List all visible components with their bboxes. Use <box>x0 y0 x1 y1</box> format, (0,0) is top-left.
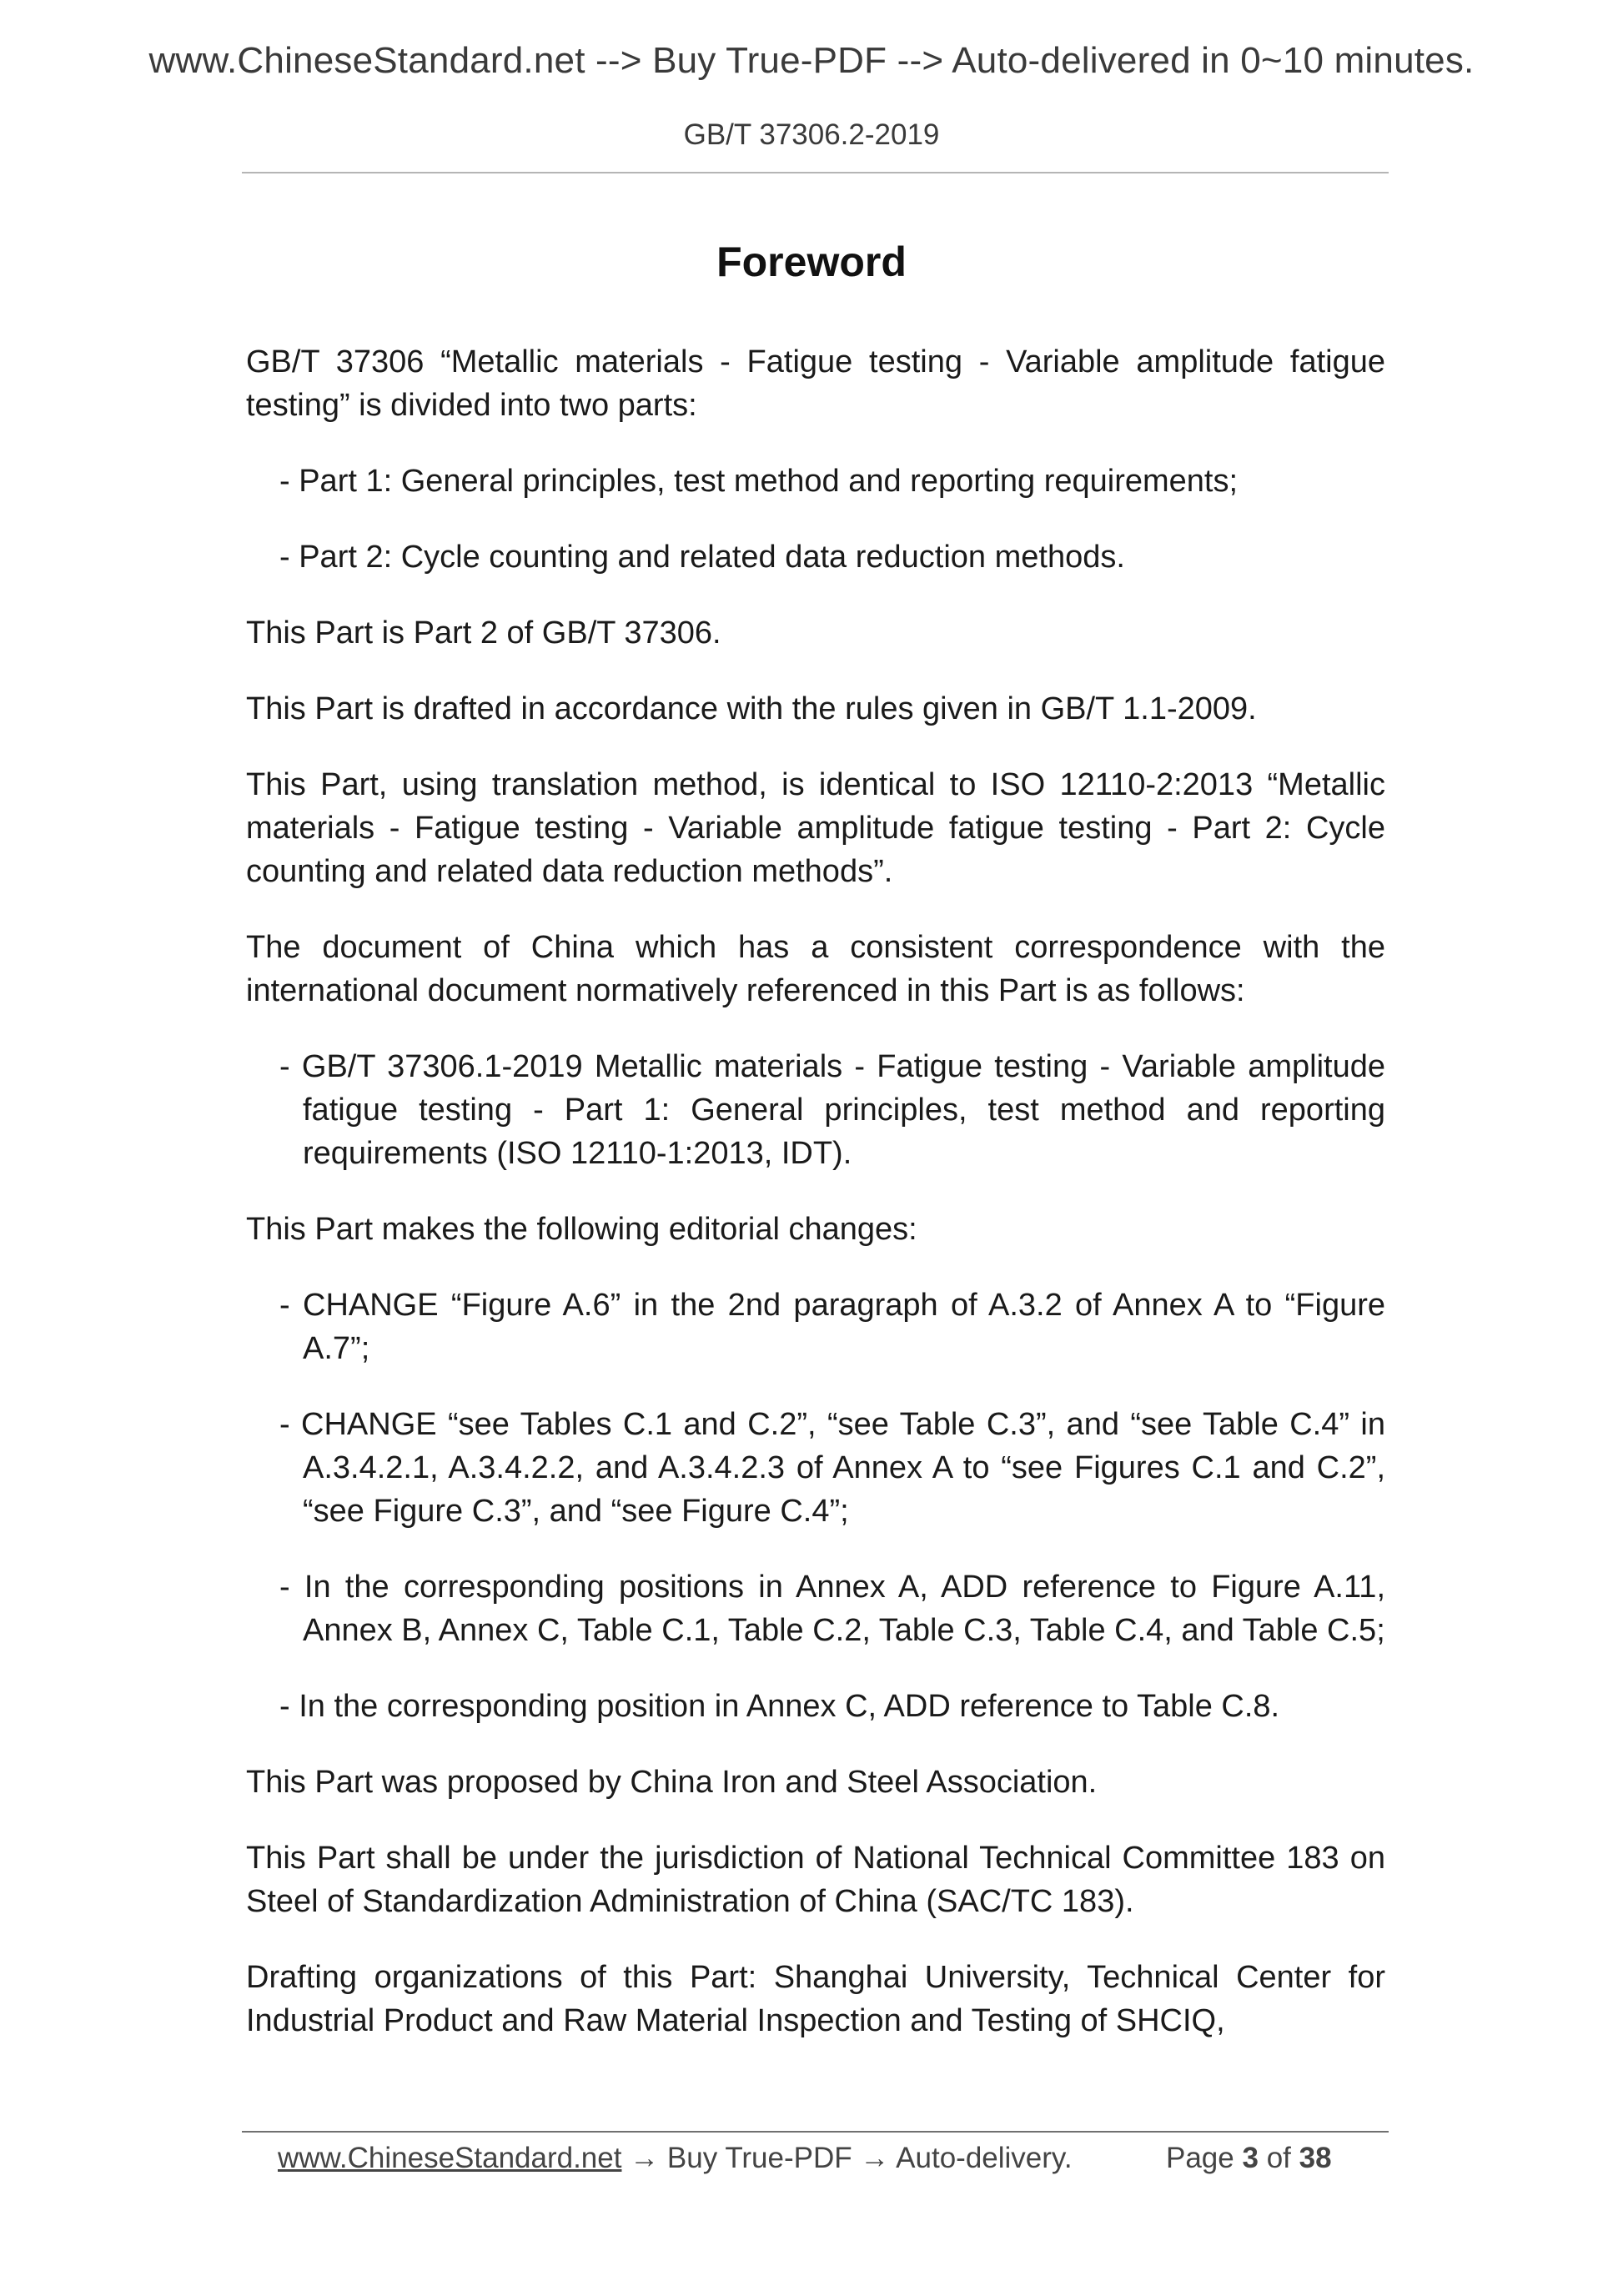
top-banner[interactable]: www.ChineseStandard.net --> Buy True-PDF --> Auto-delivered in 0~10 minutes. <box>148 40 1475 81</box>
list-item-part2: - Part 2: Cycle counting and related data reduction methods. <box>279 540 1125 575</box>
paragraph-editorial-changes: This Part makes the following editorial changes: <box>246 1212 917 1247</box>
header-divider <box>242 172 1389 173</box>
total-pages-number: 38 <box>1299 2142 1332 2174</box>
footer-divider <box>242 2131 1389 2133</box>
list-item-change-4: - In the corresponding position in Annex C, ADD reference to Table C.8. <box>279 1689 1280 1724</box>
paragraph-proposed-by: This Part was proposed by China Iron and Steel Association. <box>246 1765 1098 1800</box>
list-item-change-3: - In the corresponding positions in Annex A, ADD reference to Figure A.11, Annex B, Annex C, Table C.1, Table C.2, Table C.3, Table C.4, and Table C.5; <box>279 1570 1385 1648</box>
foreword-body <box>246 340 1385 2075</box>
list-item-change-1: - CHANGE “Figure A.6” in the 2nd paragraph of A.3.2 of Annex A to “Figure A.7”; <box>279 1288 1385 1366</box>
of-label: of <box>1266 2142 1291 2174</box>
paragraph-drafting-rules: This Part is drafted in accordance with the rules given in GB/T 1.1-2009. <box>246 691 1257 726</box>
footer-tagline: → Buy True-PDF → Auto-delivery. <box>621 2142 1073 2174</box>
list-item-part1: - Part 1: General principles, test method and reporting requirements; <box>279 464 1239 499</box>
paragraph-intro: GB/T 37306 “Metallic materials - Fatigue testing - Variable amplitude fatigue testing” is divided into two parts: <box>246 344 1385 423</box>
paragraph-part-identity: This Part is Part 2 of GB/T 37306. <box>246 615 721 651</box>
paragraph-identical-iso: This Part, using translation method, is identical to ISO 12110-2:2013 “Metallic materials - Fatigue testing - Variable amplitude fatigue testing - Part 2: Cycle counting and related data reduction methods”. <box>246 767 1385 889</box>
list-item-change-2: - CHANGE “see Tables C.1 and C.2”, “see Table C.3”, and “see Table C.4” in A.3.4.2.1, A.3.4.2.2, and A.3.4.2.3 of Annex A to “see Figures C.1 and C.2”, “see Figure C.3”, and “see Figure C.4”; <box>279 1407 1385 1529</box>
list-item-reference: - GB/T 37306.1-2019 Metallic materials - Fatigue testing - Variable amplitude fatigue testing - Part 1: General principles, test method and reporting requirements (ISO 12110-1:2013, IDT). <box>279 1049 1385 1171</box>
document-code-header: GB/T 37306.2-2019 <box>683 118 940 151</box>
page-label: Page <box>1166 2142 1234 2174</box>
page-indicator <box>1166 2142 1332 2175</box>
paragraph-drafting-organizations: Drafting organizations of this Part: Shanghai University, Technical Center for Industrial Product and Raw Material Inspection and Testing of SHCIQ, <box>246 1960 1385 2038</box>
page-title: Foreword <box>716 239 907 285</box>
page-footer <box>278 2142 1362 2175</box>
paragraph-correspondence: The document of China which has a consistent correspondence with the international document normatively referenced in this Part is as follows: <box>246 930 1385 1008</box>
footer-website-link[interactable]: www.ChineseStandard.net <box>278 2142 622 2174</box>
current-page-number: 3 <box>1242 2142 1259 2174</box>
paragraph-jurisdiction: This Part shall be under the jurisdiction of National Technical Committee 183 on Steel of Standardization Administration of China (SAC/TC 183). <box>246 1841 1385 1919</box>
